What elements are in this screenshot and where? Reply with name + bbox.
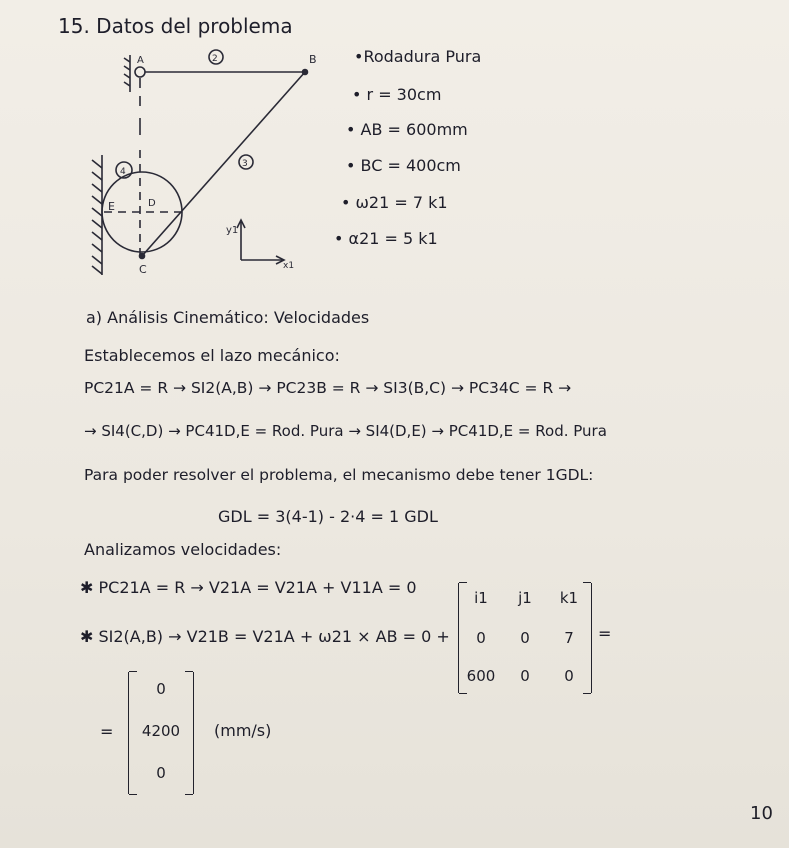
result-units: (mm/s) — [214, 721, 272, 740]
label-link-4: 4 — [120, 167, 126, 177]
spec-omega21: • ω21 = 7 k1 — [341, 193, 448, 212]
spec-ab: • AB = 600mm — [346, 120, 468, 139]
matrix-cell: 600 — [466, 667, 496, 685]
result-vector — [128, 672, 194, 794]
equation-2: ✱ SI2(A,B) → V21B = V21A + ω21 × AB = 0 + — [80, 627, 450, 646]
equation-2-equals: = — [598, 624, 612, 643]
result-equals: = — [100, 722, 114, 741]
matrix-cell: 7 — [564, 629, 574, 647]
matrix-cell: i1 — [474, 589, 488, 607]
label-link-3: 3 — [242, 159, 248, 169]
label-C: C — [139, 263, 147, 276]
label-A: A — [137, 55, 144, 66]
label-x-axis: x1 — [283, 261, 295, 271]
gdl-intro: Para poder resolver el problema, el mecanismo debe tener 1GDL: — [84, 466, 594, 484]
matrix-cell: 0 — [520, 667, 530, 685]
matrix-cell: k1 — [559, 589, 579, 607]
lazo-line-1: PC21A = R → SI2(A,B) → PC23B = R → SI3(B,C) → PC34C = R → — [84, 379, 572, 397]
matrix-cell: 0 — [564, 667, 574, 685]
label-y-axis: y1 — [226, 225, 239, 236]
spec-radius: • r = 30cm — [352, 85, 442, 104]
problem-title: 15. Datos del problema — [58, 14, 293, 38]
matrix-cell: 0 — [476, 629, 486, 647]
label-link-2: 2 — [212, 54, 218, 64]
lazo-intro: Establecemos el lazo mecánico: — [84, 346, 340, 365]
cross-product-matrix — [458, 583, 592, 693]
label-E: E — [108, 200, 115, 213]
velocity-intro: Analizamos velocidades: — [84, 540, 282, 559]
matrix-cell: 0 — [520, 629, 530, 647]
gdl-equation: GDL = 3(4-1) - 2·4 = 1 GDL — [218, 507, 438, 526]
lazo-line-2: → SI4(C,D) → PC41D,E = Rod. Pura → SI4(D,E) → PC41D,E = Rod. Pura — [84, 422, 607, 440]
page-number: 10 — [750, 803, 773, 824]
spec-rodadura: •Rodadura Pura — [354, 47, 482, 66]
result-cell: 4200 — [141, 722, 181, 740]
result-cell: 0 — [156, 764, 166, 782]
result-cell: 0 — [156, 680, 166, 698]
spec-bc: • BC = 400cm — [346, 156, 461, 175]
label-B: B — [309, 53, 317, 66]
matrix-cell: j1 — [518, 589, 532, 607]
spec-alpha21: • α21 = 5 k1 — [334, 229, 438, 248]
section-heading: a) Análisis Cinemático: Velocidades — [86, 308, 370, 327]
equation-1: ✱ PC21A = R → V21A = V21A + V11A = 0 — [80, 578, 417, 597]
label-D: D — [148, 198, 156, 209]
